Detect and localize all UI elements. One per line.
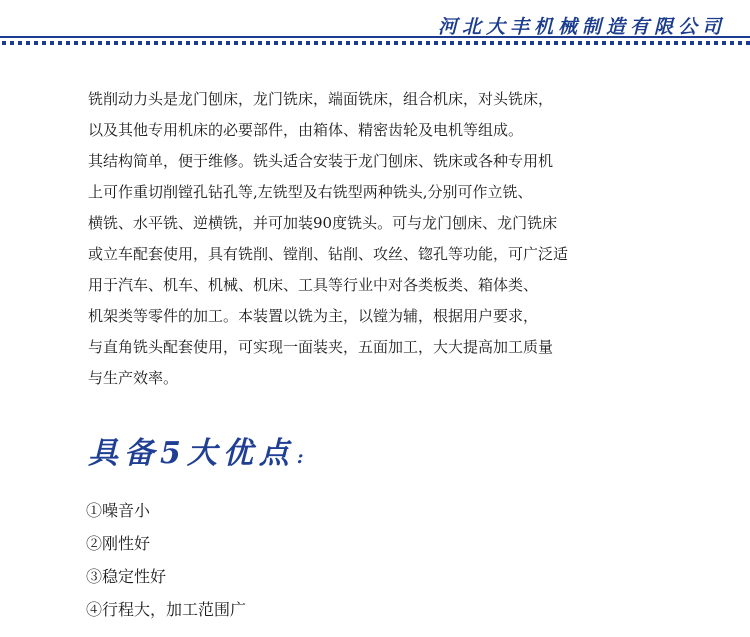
divider-dash xyxy=(210,41,214,45)
intro-line: 以及其他专用机床的必要部件，由箱体、精密齿轮及电机等组成。 xyxy=(88,121,524,139)
divider-dash xyxy=(618,41,622,45)
divider-dash xyxy=(426,41,430,45)
divider-dash xyxy=(18,41,22,45)
advantages-title xyxy=(88,428,304,472)
divider-dash xyxy=(642,41,646,45)
intro-line: 铣削动力头是龙门刨床，龙门铣床，端面铣床，组合机床，对头铣床， xyxy=(88,90,554,108)
divider-dash xyxy=(386,41,390,45)
divider-dash xyxy=(154,41,158,45)
divider-dash xyxy=(506,41,510,45)
divider-dash xyxy=(594,41,598,45)
company-name: 河北大丰机械制造有限公司 xyxy=(437,16,726,38)
header-divider xyxy=(0,34,750,48)
divider-dash xyxy=(274,41,278,45)
divider-dash xyxy=(402,41,406,45)
divider-dash xyxy=(394,41,398,45)
divider-dash xyxy=(130,41,134,45)
divider-dash xyxy=(722,41,726,45)
advantage-item: ①噪音小 xyxy=(86,501,151,520)
divider-dash xyxy=(186,41,190,45)
advantages-title-colon: : xyxy=(296,447,304,468)
divider-dash xyxy=(730,41,734,45)
divider-dash xyxy=(66,41,70,45)
divider-dash xyxy=(2,41,6,45)
intro-line: 与生产效率。 xyxy=(88,369,179,387)
divider-dash xyxy=(26,41,30,45)
intro-line: 或立车配套使用，具有铣削、镗削、钻削、攻丝、锪孔等功能，可广泛适 xyxy=(88,245,569,263)
divider-dash xyxy=(626,41,630,45)
divider-dash xyxy=(658,41,662,45)
divider-dash xyxy=(322,41,326,45)
divider-dash xyxy=(250,41,254,45)
divider-dash xyxy=(562,41,566,45)
divider-dash xyxy=(34,41,38,45)
divider-dash xyxy=(58,41,62,45)
header-bar xyxy=(0,0,750,48)
divider-dash xyxy=(306,41,310,45)
divider-dash xyxy=(354,41,358,45)
divider-dash xyxy=(530,41,534,45)
divider-dash xyxy=(418,41,422,45)
divider-dash xyxy=(162,41,166,45)
divider-dash xyxy=(226,41,230,45)
divider-dash xyxy=(242,41,246,45)
divider-dash xyxy=(346,41,350,45)
divider-dash xyxy=(362,41,366,45)
divider-dash xyxy=(266,41,270,45)
divider-dash xyxy=(138,41,142,45)
divider-dash xyxy=(50,41,54,45)
divider-dash xyxy=(434,41,438,45)
divider-dash xyxy=(410,41,414,45)
intro-line: 用于汽车、机车、机械、机床、工具等行业中对各类板类、箱体类、 xyxy=(88,276,539,294)
divider-dash xyxy=(602,41,606,45)
divider-dash xyxy=(338,41,342,45)
divider-dash xyxy=(690,41,694,45)
divider-dash xyxy=(538,41,542,45)
divider-dash xyxy=(378,41,382,45)
divider-dash xyxy=(698,41,702,45)
divider-dash xyxy=(482,41,486,45)
divider-dash xyxy=(178,41,182,45)
intro-line: 横铣、水平铣、逆横铣，并可加装90度铣头。可与龙门刨床、龙门铣床 xyxy=(88,214,558,232)
divider-dash xyxy=(706,41,710,45)
divider-dash xyxy=(170,41,174,45)
divider-dash xyxy=(282,41,286,45)
divider-dash xyxy=(666,41,670,45)
advantages-list xyxy=(86,494,246,626)
intro-line: 机架类等零件的加工。本装置以铣为主，以镗为辅，根据用户要求， xyxy=(88,307,539,325)
advantage-item: ②刚性好 xyxy=(86,534,151,553)
divider-dash xyxy=(290,41,294,45)
divider-dash xyxy=(194,41,198,45)
divider-dash xyxy=(514,41,518,45)
intro-line: 与直角铣头配套使用，可实现一面装夹，五面加工，大大提高加工质量 xyxy=(88,338,554,356)
divider-dash xyxy=(458,41,462,45)
divider-dash xyxy=(570,41,574,45)
divider-dash xyxy=(114,41,118,45)
divider-dash xyxy=(122,41,126,45)
divider-dash xyxy=(498,41,502,45)
advantages-title-text: 具备5大优点 xyxy=(88,436,295,471)
divider-dash xyxy=(674,41,678,45)
divider-dash xyxy=(258,41,262,45)
divider-dash xyxy=(98,41,102,45)
divider-dash xyxy=(650,41,654,45)
intro-line: 上可作重切削镗孔钻孔等,左铣型及右铣型两种铣头,分别可作立铣、 xyxy=(88,183,533,201)
divider-dash xyxy=(554,41,558,45)
advantage-item: ④行程大，加工范围广 xyxy=(86,600,247,619)
divider-dash xyxy=(634,41,638,45)
divider-dash xyxy=(42,41,46,45)
divider-dash xyxy=(450,41,454,45)
divider-dash xyxy=(738,41,742,45)
divider-dash xyxy=(202,41,206,45)
divider-dash xyxy=(314,41,318,45)
divider-dash xyxy=(146,41,150,45)
divider-dash xyxy=(298,41,302,45)
divider-dash xyxy=(490,41,494,45)
divider-dash xyxy=(746,41,750,45)
divider-dash xyxy=(370,41,374,45)
advantage-item: ③稳定性好 xyxy=(86,567,167,586)
divider-dash xyxy=(682,41,686,45)
divider-dash xyxy=(522,41,526,45)
divider-dash xyxy=(106,41,110,45)
intro-text xyxy=(88,84,688,394)
divider-dash xyxy=(610,41,614,45)
divider-dash xyxy=(442,41,446,45)
intro-line: 其结构简单，便于维修。铣头适合安装于龙门刨床、铣床或各种专用机 xyxy=(88,152,554,170)
divider-dash xyxy=(474,41,478,45)
divider-dash xyxy=(82,41,86,45)
divider-dash xyxy=(466,41,470,45)
divider-dash xyxy=(546,41,550,45)
divider-dash xyxy=(234,41,238,45)
divider-dash xyxy=(330,41,334,45)
divider-dash xyxy=(10,41,14,45)
divider-dash xyxy=(578,41,582,45)
divider-dash xyxy=(714,41,718,45)
divider-dash xyxy=(218,41,222,45)
divider-dash xyxy=(74,41,78,45)
divider-dash xyxy=(90,41,94,45)
divider-dash xyxy=(586,41,590,45)
